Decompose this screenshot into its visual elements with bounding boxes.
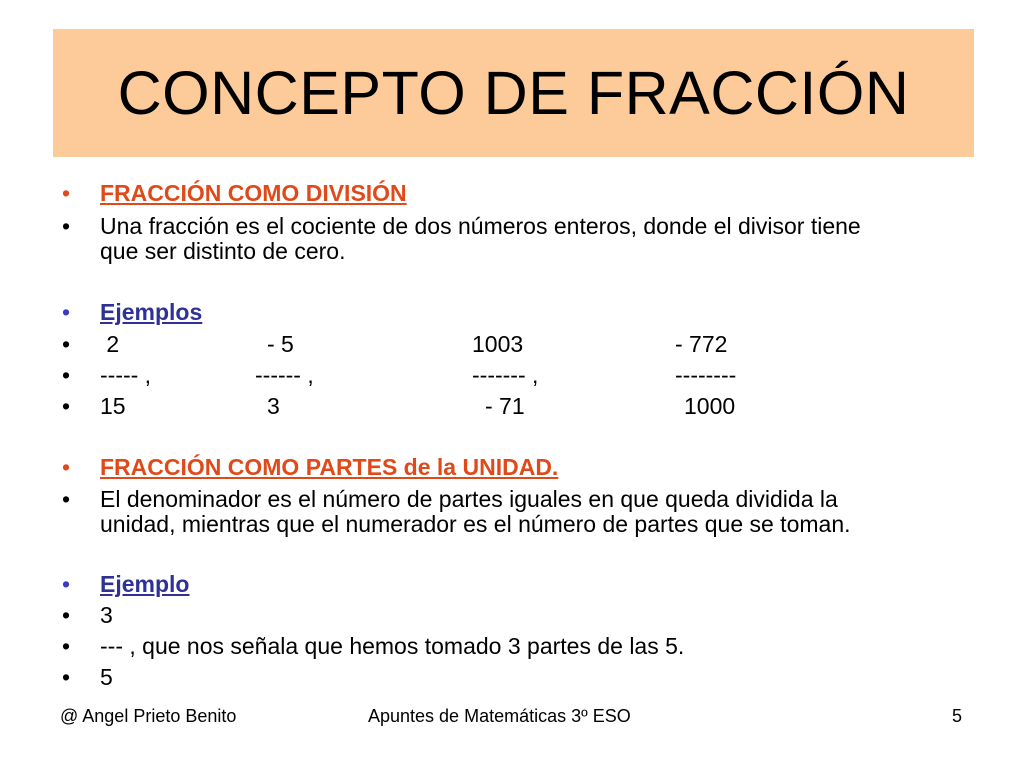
footer-course: Apuntes de Matemáticas 3º ESO — [368, 706, 631, 726]
example-fraction-bar: ----- , — [100, 362, 152, 388]
example-denominator-value: 5 — [100, 664, 113, 690]
bullet-icon: • — [62, 393, 71, 419]
examples-heading: Ejemplos — [100, 299, 203, 325]
example-heading: Ejemplo — [100, 571, 190, 597]
bullet-icon: • — [62, 180, 71, 206]
bullet-icon: • — [62, 362, 71, 388]
section2-heading: FRACCIÓN COMO PARTES de la UNIDAD. — [100, 454, 559, 480]
footer-page-number: 5 — [952, 706, 963, 726]
example-fraction-bar: ------ , — [255, 362, 314, 388]
example-denominator: - 71 — [485, 393, 525, 419]
example-numerator: - 5 — [267, 331, 294, 357]
bullet-icon: • — [62, 213, 71, 239]
example-denominator: 3 — [267, 393, 280, 419]
example-numerator: - 772 — [675, 331, 728, 357]
example-denominator: 15 — [100, 393, 126, 419]
bullet-icon: • — [62, 486, 71, 512]
bullet-icon: • — [62, 331, 71, 357]
slide-title: CONCEPTO DE FRACCIÓN — [117, 59, 910, 127]
footer-author: @ Angel Prieto Benito — [60, 706, 237, 726]
example-numerator: 2 — [100, 331, 120, 357]
section2-definition-line1: El denominador es el número de partes iguales en que queda dividida la — [100, 486, 838, 512]
section1-definition-line1: Una fracción es el cociente de dos números enteros, donde el divisor tiene — [100, 213, 861, 239]
bullet-icon: • — [62, 571, 71, 597]
bullet-icon: • — [62, 633, 71, 659]
bullet-icon: • — [62, 454, 71, 480]
example-numerator-value: 3 — [100, 602, 113, 628]
example-bar-text: --- , que nos señala que hemos tomado 3 partes de las 5. — [100, 633, 685, 659]
section1-definition-line2: que ser distinto de cero. — [100, 238, 346, 264]
section2-definition-line2: unidad, mientras que el numerador es el número de partes que se toman. — [100, 511, 851, 537]
example-denominator: 1000 — [684, 393, 736, 419]
title-band — [53, 29, 974, 157]
example-fraction-bar: ------- , — [472, 362, 539, 388]
example-fraction-bar: -------- — [675, 362, 737, 388]
bullet-icon: • — [62, 664, 71, 690]
example-numerator: 1003 — [472, 331, 524, 357]
section1-heading: FRACCIÓN COMO DIVISIÓN — [100, 180, 407, 206]
bullet-icon: • — [62, 602, 71, 628]
bullet-icon: • — [62, 299, 71, 325]
